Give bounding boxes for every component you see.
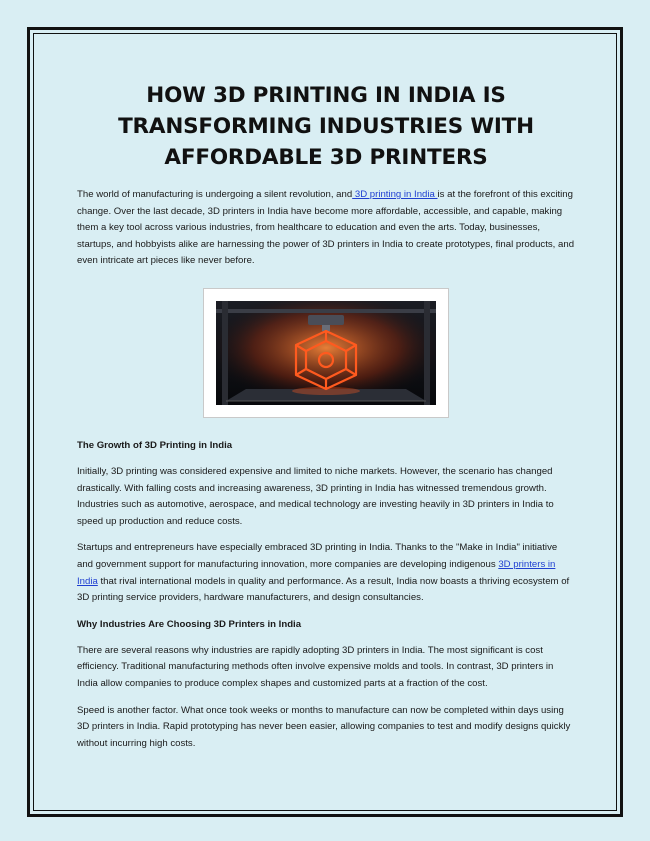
growth-paragraph-2 bbox=[77, 540, 575, 606]
article-title: HOW 3D PRINTING IN INDIA IS TRANSFORMING INDUSTRIES WITH AFFORDABLE 3D PRINTERS bbox=[118, 83, 534, 170]
why-paragraph-1: There are several reasons why industries are rapidly adopting 3D printers in India. The most significant is cost efficiency. Traditional manufacturing methods often involve expensive molds and tools. In contrast, 3D printers in India allow companies to produce complex shapes and customized parts at a fraction of the cost. bbox=[77, 644, 554, 689]
intro-paragraph bbox=[77, 187, 575, 270]
section-heading-growth: The Growth of 3D Printing in India bbox=[77, 439, 233, 451]
3d-printer-photo-art bbox=[216, 301, 436, 405]
intro-text-end: is at the forefront of this exciting change. Over the last decade, 3D printers in India have become more affordable, accessible, and capable, making them a key tool across various industries, from healthcare to education and even the arts. Today, businesses, startups, and hobbyists alike are harnessing the power of 3D printers in India to create prototypes, final products, and even intricate art pieces like never before. bbox=[77, 189, 575, 267]
3d-printer-photo bbox=[203, 288, 449, 418]
why-paragraph-2: Speed is another factor. What once took weeks or months to manufacture can now be completed within days using 3D printers in India. Rapid prototyping has never been easier, allowing companies to test and modify designs quickly without incurring high costs. bbox=[77, 704, 571, 749]
growth-paragraph-1: Initially, 3D printing was considered expensive and limited to niche markets. However, the scenario has changed drastically. With falling costs and increasing awareness, 3D printing in India has witnessed tremendous growth. Industries such as automotive, aerospace, and medical technology are investing heavily in 3D printers in India to speed up production and reduce costs. bbox=[77, 465, 554, 527]
link-3d-printers-in-india[interactable]: 3D printers in India bbox=[77, 558, 556, 587]
article bbox=[77, 80, 575, 752]
section-heading-why: Why Industries Are Choosing 3D Printers in India bbox=[77, 618, 302, 630]
growth-text-end: that rival international models in quality and performance. As a result, India now boasts a thriving ecosystem of 3D printing service providers, hardware manufacturers, and design consultancies. bbox=[77, 575, 570, 604]
intro-text-start: The world of manufacturing is undergoing a silent revolution, and bbox=[77, 189, 353, 200]
growth-text-start: Startups and entrepreneurs have especially embraced 3D printing in India. Thanks to the "Make in India" initiative and government support for manufacturing innovation, more companies are developing indigenous bbox=[77, 542, 558, 570]
link-3d-printing-in-india[interactable]: 3D printing in India bbox=[352, 189, 438, 200]
